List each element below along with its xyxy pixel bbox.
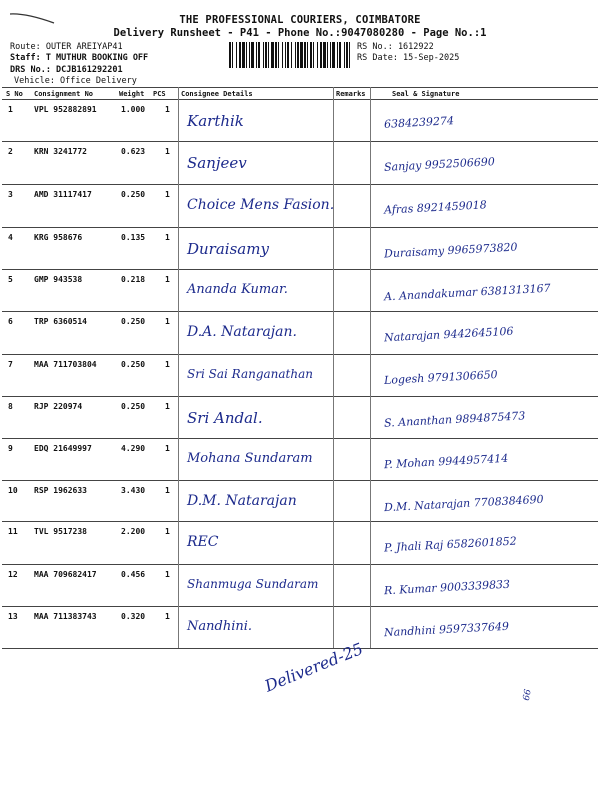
table-row (0, 228, 600, 269)
signature: Nandhini 9597337649 (383, 619, 510, 640)
consignment-number: RJP 220974 (34, 402, 83, 411)
consignment-number: MAA 709682417 (34, 570, 97, 579)
serial-number: 10 (8, 486, 18, 495)
consignment-number: MAA 711703804 (34, 360, 97, 369)
serial-number: 1 (8, 105, 13, 114)
signature: Afras 8921459018 (383, 198, 488, 217)
pieces-count: 1 (165, 402, 170, 411)
consignment-number: RSP 1962633 (34, 486, 87, 495)
header-consignee: Consignee Details (181, 90, 253, 98)
weight-value: 0.250 (121, 190, 146, 199)
table-row (0, 142, 600, 184)
company-name: THE PROFESSIONAL COURIERS, COIMBATORE (179, 14, 421, 26)
pieces-count: 1 (165, 147, 170, 156)
serial-number: 8 (8, 402, 13, 411)
pieces-count: 1 (165, 486, 170, 495)
weight-value: 0.623 (121, 147, 146, 156)
consignee-name: D.A. Natarajan. (187, 324, 297, 340)
signature: A. Anandakumar 6381313167 (383, 281, 551, 304)
vehicle-info: Vehicle: Office Delivery (14, 76, 137, 86)
weight-value: 3.430 (121, 486, 146, 495)
pieces-count: 1 (165, 317, 170, 326)
serial-number: 6 (8, 317, 13, 326)
consignee-name: Sri Andal. (187, 409, 263, 427)
weight-value: 0.456 (121, 570, 146, 579)
consignee-name: Duraisamy (187, 240, 269, 258)
consignee-name: Choice Mens Fasion. (187, 197, 335, 213)
consignee-name: Nandhini. (187, 619, 253, 634)
header-remarks: Remarks (336, 90, 366, 98)
serial-number: 7 (8, 360, 13, 369)
table-top-border (2, 87, 598, 88)
weight-value: 1.000 (121, 105, 146, 114)
rs-date: RS Date: 15-Sep-2025 (357, 53, 460, 63)
table-row (0, 481, 600, 521)
table-row (0, 397, 600, 438)
signature: R. Kumar 9003339833 (383, 577, 511, 598)
signature: 6384239274 (383, 114, 455, 131)
consignment-number: MAA 711383743 (34, 612, 97, 621)
consignee-name: Karthik (187, 112, 244, 130)
consignment-number: EDQ 21649997 (34, 444, 92, 453)
barcode (228, 42, 354, 68)
route-info: Route: OUTER AREIYAP41 (10, 42, 123, 52)
consignee-name: Sanjeev (187, 154, 247, 172)
consignment-number: TVL 9517238 (34, 527, 87, 536)
serial-number: 12 (8, 570, 18, 579)
delivered-note: Delivered-25 (262, 638, 366, 696)
serial-number: 4 (8, 233, 13, 242)
serial-number: 9 (8, 444, 13, 453)
serial-number: 2 (8, 147, 13, 156)
table-row (0, 522, 600, 564)
pieces-count: 1 (165, 612, 170, 621)
table-row (0, 565, 600, 606)
header-seal-signature: Seal & Signature (392, 90, 460, 98)
count-mark: 66 (521, 688, 534, 702)
consignment-number: TRP 6360514 (34, 317, 87, 326)
header-consignment: Consignment No (34, 90, 94, 98)
consignment-number: KRN 3241772 (34, 147, 87, 156)
consignee-name: D.M. Natarajan (187, 493, 297, 509)
pieces-count: 1 (165, 275, 170, 284)
signature: Natarajan 9442645106 (383, 324, 514, 345)
signature: S. Ananthan 9894875473 (383, 409, 526, 430)
pieces-count: 1 (165, 527, 170, 536)
serial-number: 3 (8, 190, 13, 199)
staff-info: Staff: T MUTHUR BOOKING OFF (10, 53, 149, 63)
weight-value: 2.200 (121, 527, 146, 536)
serial-number: 11 (8, 527, 18, 536)
consignment-number: VPL 952882891 (34, 105, 97, 114)
pieces-count: 1 (165, 105, 170, 114)
weight-value: 0.250 (121, 317, 146, 326)
header-sno: S No (6, 90, 23, 98)
consignee-name: Shanmuga Sundaram (187, 577, 319, 591)
table-row (0, 312, 600, 354)
weight-value: 0.218 (121, 275, 146, 284)
signature: Sanjay 9952506690 (383, 155, 496, 174)
table-row (0, 355, 600, 396)
pieces-count: 1 (165, 444, 170, 453)
weight-value: 0.135 (121, 233, 146, 242)
weight-value: 4.290 (121, 444, 146, 453)
drs-info: DRS No.: DCJB161292201 (10, 65, 123, 75)
consignee-name: Ananda Kumar. (187, 282, 288, 297)
rs-number: RS No.: 1612922 (357, 42, 434, 52)
pieces-count: 1 (165, 233, 170, 242)
consignee-name: Mohana Sundaram (187, 451, 313, 466)
table-row (0, 100, 600, 141)
signature: D.M. Natarajan 7708384690 (383, 492, 544, 515)
signature: P. Jhali Raj 6582601852 (383, 534, 517, 555)
serial-number: 5 (8, 275, 13, 284)
weight-value: 0.320 (121, 612, 146, 621)
serial-number: 13 (8, 612, 18, 621)
header-weight: Weight (119, 90, 145, 98)
consignment-number: KRG 958676 (34, 233, 83, 242)
table-row (0, 185, 600, 227)
signature: Logesh 9791306650 (383, 368, 498, 387)
weight-value: 0.250 (121, 360, 146, 369)
consignee-name: REC (187, 534, 219, 550)
pieces-count: 1 (165, 190, 170, 199)
weight-value: 0.250 (121, 402, 146, 411)
table-row (0, 270, 600, 311)
table-row (0, 607, 600, 648)
pieces-count: 1 (165, 360, 170, 369)
pieces-count: 1 (165, 570, 170, 579)
runsheet-title: Delivery Runsheet - P41 - Phone No.:9047080280 - Page No.:1 (113, 27, 487, 39)
consignment-number: AMD 31117417 (34, 190, 92, 199)
table-row (0, 439, 600, 480)
header-pcs: PCS (153, 90, 166, 98)
row-divider (2, 648, 598, 649)
signature: P. Mohan 9944957414 (383, 451, 509, 472)
consignment-number: GMP 943538 (34, 275, 83, 284)
signature: Duraisamy 9965973820 (383, 240, 518, 261)
consignee-name: Sri Sai Ranganathan (187, 367, 313, 381)
